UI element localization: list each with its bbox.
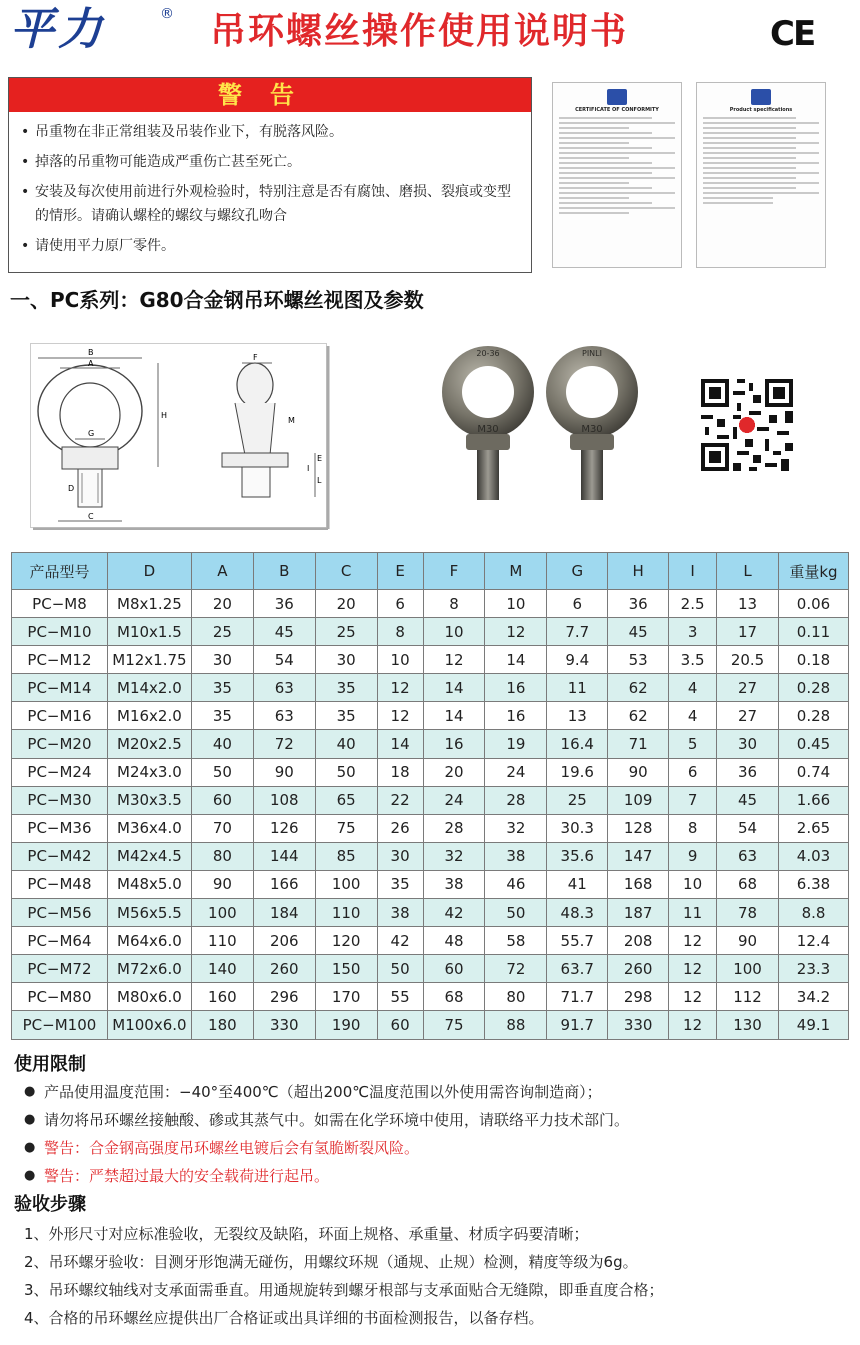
table-cell: 12 xyxy=(669,983,717,1011)
table-cell: 78 xyxy=(717,899,779,927)
table-row xyxy=(12,927,849,955)
model-cell: PC−M8 xyxy=(12,590,108,618)
table-cell: 38 xyxy=(423,870,485,898)
table-cell: 35.6 xyxy=(547,842,608,870)
brand-logo xyxy=(10,4,180,56)
table-cell: 62 xyxy=(608,674,669,702)
acceptance-list xyxy=(24,1220,664,1332)
table-header: C xyxy=(315,553,377,590)
bolt-mark-brand: PINLI xyxy=(582,349,602,358)
table-cell: 24 xyxy=(423,786,485,814)
table-cell: 35 xyxy=(315,702,377,730)
dim-label-a: A xyxy=(88,359,94,368)
document-title: 吊环螺丝操作使用说明书 xyxy=(210,11,629,52)
table-cell: 20.5 xyxy=(717,646,779,674)
table-cell: 4 xyxy=(669,702,717,730)
table-cell: 50 xyxy=(485,899,547,927)
warning-heading: 警告 xyxy=(9,78,531,112)
table-cell: 8 xyxy=(377,618,423,646)
table-cell: 208 xyxy=(608,927,669,955)
acceptance-item: 1、外形尺寸对应标准验收，无裂纹及缺陷，环面上规格、承重量、材质字码要清晰； xyxy=(24,1225,589,1243)
table-cell: M14x2.0 xyxy=(107,674,191,702)
ce-mark: CE xyxy=(770,14,815,54)
table-cell: 110 xyxy=(191,927,253,955)
certificate-of-conformity xyxy=(552,82,682,268)
table-cell: 100 xyxy=(191,899,253,927)
table-cell: 50 xyxy=(191,758,253,786)
table-cell: 18 xyxy=(377,758,423,786)
table-cell: M80x6.0 xyxy=(107,983,191,1011)
table-row xyxy=(12,870,849,898)
table-cell: 12.4 xyxy=(778,927,848,955)
warning-item: • 请使用平力原厂零件。 xyxy=(21,234,521,258)
table-cell: 12 xyxy=(669,927,717,955)
eu-seal-icon xyxy=(751,89,771,105)
table-cell: 45 xyxy=(608,618,669,646)
table-cell: 16.4 xyxy=(547,730,608,758)
table-cell: 10 xyxy=(377,646,423,674)
table-cell: M56x5.5 xyxy=(107,899,191,927)
table-cell: M8x1.25 xyxy=(107,590,191,618)
table-cell: 14 xyxy=(423,674,485,702)
acceptance-title: 验收步骤 xyxy=(14,1194,86,1215)
table-cell: 17 xyxy=(717,618,779,646)
table-row xyxy=(12,842,849,870)
table-cell: 70 xyxy=(191,814,253,842)
certificate-title: CERTIFICATE OF CONFORMITY xyxy=(575,107,659,113)
table-cell: 12 xyxy=(423,646,485,674)
table-row xyxy=(12,730,849,758)
table-cell: 30 xyxy=(191,646,253,674)
table-cell: 6 xyxy=(547,590,608,618)
table-cell: 12 xyxy=(669,1011,717,1039)
table-header: A xyxy=(191,553,253,590)
table-cell: 0.45 xyxy=(778,730,848,758)
table-header: 产品型号 xyxy=(12,553,108,590)
table-cell: 63 xyxy=(253,674,315,702)
table-cell: 90 xyxy=(253,758,315,786)
table-cell: M24x3.0 xyxy=(107,758,191,786)
table-cell: M100x6.0 xyxy=(107,1011,191,1039)
table-header: H xyxy=(608,553,669,590)
table-cell: 90 xyxy=(717,927,779,955)
table-header: D xyxy=(107,553,191,590)
warning-list xyxy=(9,112,531,258)
table-cell: 19 xyxy=(485,730,547,758)
table-cell: 27 xyxy=(717,674,779,702)
table-cell: 7 xyxy=(669,786,717,814)
bolt-mark-m30: M30 xyxy=(477,424,499,435)
table-cell: 34.2 xyxy=(778,983,848,1011)
table-cell: 187 xyxy=(608,899,669,927)
table-cell: 55.7 xyxy=(547,927,608,955)
table-cell: 23.3 xyxy=(778,955,848,983)
table-cell: 6 xyxy=(377,590,423,618)
table-cell: 24 xyxy=(485,758,547,786)
table-cell: 14 xyxy=(423,702,485,730)
table-cell: 88 xyxy=(485,1011,547,1039)
table-header: L xyxy=(717,553,779,590)
table-cell: 90 xyxy=(608,758,669,786)
table-cell: 63.7 xyxy=(547,955,608,983)
warning-item: • 吊重物在非正常组装及吊装作业下，有脱落风险。 xyxy=(21,120,521,144)
table-cell: 330 xyxy=(608,1011,669,1039)
table-cell: 25 xyxy=(191,618,253,646)
table-cell: 184 xyxy=(253,899,315,927)
eye-bolt-left xyxy=(442,346,534,500)
table-cell: 36 xyxy=(717,758,779,786)
table-cell: 40 xyxy=(191,730,253,758)
model-cell: PC−M72 xyxy=(12,955,108,983)
table-cell: 20 xyxy=(423,758,485,786)
table-cell: 7.7 xyxy=(547,618,608,646)
table-header: M xyxy=(485,553,547,590)
table-cell: 126 xyxy=(253,814,315,842)
table-cell: 32 xyxy=(423,842,485,870)
table-cell: 10 xyxy=(669,870,717,898)
table-cell: 60 xyxy=(423,955,485,983)
model-cell: PC−M64 xyxy=(12,927,108,955)
limit-item: ● 请勿将吊环螺丝接触酸、碜或其蒸气中。如需在化学环境中使用，请联络平力技术部门。 xyxy=(24,1106,629,1134)
table-cell: 53 xyxy=(608,646,669,674)
table-cell: 35 xyxy=(191,674,253,702)
table-cell: 38 xyxy=(485,842,547,870)
table-cell: 160 xyxy=(191,983,253,1011)
table-cell: 128 xyxy=(608,814,669,842)
table-cell: 206 xyxy=(253,927,315,955)
table-cell: 45 xyxy=(253,618,315,646)
table-cell: 30 xyxy=(315,646,377,674)
spec-table xyxy=(11,552,849,1040)
table-header: I xyxy=(669,553,717,590)
table-cell: 85 xyxy=(315,842,377,870)
table-cell: 6 xyxy=(669,758,717,786)
table-row xyxy=(12,758,849,786)
table-cell: 60 xyxy=(191,786,253,814)
table-cell: 16 xyxy=(485,674,547,702)
table-header: B xyxy=(253,553,315,590)
table-cell: 260 xyxy=(608,955,669,983)
table-cell: M72x6.0 xyxy=(107,955,191,983)
warning-box xyxy=(8,77,532,273)
table-cell: 100 xyxy=(717,955,779,983)
model-cell: PC−M42 xyxy=(12,842,108,870)
model-cell: PC−M20 xyxy=(12,730,108,758)
table-header: 重量kg xyxy=(778,553,848,590)
table-cell: 0.18 xyxy=(778,646,848,674)
table-cell: 35 xyxy=(191,702,253,730)
table-cell: 2.5 xyxy=(669,590,717,618)
table-cell: 58 xyxy=(485,927,547,955)
table-cell: 10 xyxy=(485,590,547,618)
table-cell: 9 xyxy=(669,842,717,870)
acceptance-item: 4、合格的吊环螺丝应提供出厂合格证或出具详细的书面检测报告，以备存档。 xyxy=(24,1309,544,1327)
model-cell: PC−M12 xyxy=(12,646,108,674)
table-cell: 11 xyxy=(547,674,608,702)
table-cell: 55 xyxy=(377,983,423,1011)
table-cell: 80 xyxy=(191,842,253,870)
table-cell: 20 xyxy=(315,590,377,618)
table-cell: 168 xyxy=(608,870,669,898)
table-cell: 22 xyxy=(377,786,423,814)
table-row xyxy=(12,702,849,730)
warning-item: • 掉落的吊重物可能造成严重伤亡甚至死亡。 xyxy=(21,150,521,174)
dim-label-b: B xyxy=(88,348,94,357)
model-cell: PC−M48 xyxy=(12,870,108,898)
table-cell: 60 xyxy=(377,1011,423,1039)
table-cell: 147 xyxy=(608,842,669,870)
table-cell: 14 xyxy=(377,730,423,758)
registered-mark: ® xyxy=(160,6,174,22)
table-cell: 30.3 xyxy=(547,814,608,842)
table-cell: 112 xyxy=(717,983,779,1011)
table-cell: 40 xyxy=(315,730,377,758)
table-cell: 28 xyxy=(485,786,547,814)
model-cell: PC−M80 xyxy=(12,983,108,1011)
table-cell: 27 xyxy=(717,702,779,730)
table-cell: 48.3 xyxy=(547,899,608,927)
certificate-product-specifications xyxy=(696,82,826,268)
table-cell: 296 xyxy=(253,983,315,1011)
table-cell: 49.1 xyxy=(778,1011,848,1039)
table-cell: 32 xyxy=(485,814,547,842)
table-cell: 42 xyxy=(377,927,423,955)
table-cell: 72 xyxy=(253,730,315,758)
dim-label-d: D xyxy=(68,484,75,493)
table-cell: 19.6 xyxy=(547,758,608,786)
table-cell: 13 xyxy=(717,590,779,618)
warning-item: • 安装及每次使用前进行外观检验时，特别注意是否有腐蚀、磨损、裂痕或变型的情形。请确认螺栓的螺纹与螺纹孔吻合 xyxy=(21,180,521,228)
table-cell: 63 xyxy=(717,842,779,870)
model-cell: PC−M56 xyxy=(12,899,108,927)
table-cell: 150 xyxy=(315,955,377,983)
model-cell: PC−M36 xyxy=(12,814,108,842)
model-cell: PC−M14 xyxy=(12,674,108,702)
table-cell: 3.5 xyxy=(669,646,717,674)
table-cell: M64x6.0 xyxy=(107,927,191,955)
table-cell: 5 xyxy=(669,730,717,758)
bolt-mark-size-range: 20-36 xyxy=(476,349,500,358)
table-cell: M48x5.0 xyxy=(107,870,191,898)
table-header: F xyxy=(423,553,485,590)
table-cell: 180 xyxy=(191,1011,253,1039)
table-cell: 54 xyxy=(253,646,315,674)
table-cell: 12 xyxy=(485,618,547,646)
limits-title: 使用限制 xyxy=(14,1054,86,1075)
table-row xyxy=(12,955,849,983)
table-cell: 26 xyxy=(377,814,423,842)
model-cell: PC−M30 xyxy=(12,786,108,814)
table-row xyxy=(12,646,849,674)
table-cell: 68 xyxy=(717,870,779,898)
table-row xyxy=(12,590,849,618)
table-row xyxy=(12,618,849,646)
table-cell: 62 xyxy=(608,702,669,730)
product-photo xyxy=(430,342,655,507)
table-cell: 35 xyxy=(377,870,423,898)
dim-label-i: I xyxy=(307,464,310,473)
acceptance-item: 3、吊环螺纹轴线对支承面需垂直。用通规旋转到螺牙根部与支承面贴合无缝隙，即垂直度合格； xyxy=(24,1281,664,1299)
table-row xyxy=(12,899,849,927)
table-cell: 0.28 xyxy=(778,674,848,702)
table-cell: 0.28 xyxy=(778,702,848,730)
limit-warning-item: ● 警告：合金钢高强度吊环螺丝电镀后会有氢脆断裂风险。 xyxy=(24,1134,629,1162)
table-cell: 3 xyxy=(669,618,717,646)
dim-label-g: G xyxy=(88,429,95,438)
limit-warning-item: ● 警告：严禁超过最大的安全载荷进行起吊。 xyxy=(24,1162,629,1190)
table-cell: M12x1.75 xyxy=(107,646,191,674)
table-cell: 190 xyxy=(315,1011,377,1039)
table-cell: 144 xyxy=(253,842,315,870)
table-cell: 71 xyxy=(608,730,669,758)
table-cell: 9.4 xyxy=(547,646,608,674)
limit-item: ● 产品使用温度范围：−40°至400℃（超出200℃温度范围以外使用需咨询制造商）； xyxy=(24,1078,629,1106)
table-cell: M36x4.0 xyxy=(107,814,191,842)
acceptance-item: 2、吊环螺牙验收：目测牙形饱满无碰伤，用螺纹环规（通规、止规）检测，精度等级为6g。 xyxy=(24,1253,638,1271)
eu-seal-icon xyxy=(607,89,627,105)
table-cell: 130 xyxy=(717,1011,779,1039)
table-cell: 12 xyxy=(377,702,423,730)
table-cell: 42 xyxy=(423,899,485,927)
table-cell: 260 xyxy=(253,955,315,983)
table-cell: 35 xyxy=(315,674,377,702)
table-cell: 75 xyxy=(423,1011,485,1039)
table-cell: 16 xyxy=(485,702,547,730)
model-cell: PC−M24 xyxy=(12,758,108,786)
table-cell: 110 xyxy=(315,899,377,927)
table-cell: 0.74 xyxy=(778,758,848,786)
dim-label-e: E xyxy=(317,454,323,463)
table-cell: 30 xyxy=(377,842,423,870)
table-cell: 68 xyxy=(423,983,485,1011)
table-cell: 65 xyxy=(315,786,377,814)
logo-text: 平力 xyxy=(10,4,106,55)
table-cell: 0.06 xyxy=(778,590,848,618)
table-cell: 16 xyxy=(423,730,485,758)
table-cell: 48 xyxy=(423,927,485,955)
table-cell: 8 xyxy=(423,590,485,618)
technical-drawing xyxy=(30,343,330,530)
table-cell: 12 xyxy=(669,955,717,983)
table-cell: 20 xyxy=(191,590,253,618)
table-cell: 13 xyxy=(547,702,608,730)
model-cell: PC−M10 xyxy=(12,618,108,646)
table-cell: 71.7 xyxy=(547,983,608,1011)
qr-code[interactable] xyxy=(697,375,797,475)
table-cell: 108 xyxy=(253,786,315,814)
model-cell: PC−M100 xyxy=(12,1011,108,1039)
table-cell: 10 xyxy=(423,618,485,646)
table-row xyxy=(12,814,849,842)
table-cell: 4 xyxy=(669,674,717,702)
limits-list xyxy=(24,1078,629,1190)
table-cell: 166 xyxy=(253,870,315,898)
table-cell: 140 xyxy=(191,955,253,983)
dim-label-m: M xyxy=(288,416,295,425)
table-cell: 46 xyxy=(485,870,547,898)
table-cell: 90 xyxy=(191,870,253,898)
table-cell: 50 xyxy=(315,758,377,786)
table-row xyxy=(12,786,849,814)
table-cell: 6.38 xyxy=(778,870,848,898)
table-cell: 63 xyxy=(253,702,315,730)
table-cell: 91.7 xyxy=(547,1011,608,1039)
table-cell: 11 xyxy=(669,899,717,927)
dim-label-f: F xyxy=(253,353,258,362)
table-cell: 109 xyxy=(608,786,669,814)
table-cell: 8 xyxy=(669,814,717,842)
table-cell: 1.66 xyxy=(778,786,848,814)
model-cell: PC−M16 xyxy=(12,702,108,730)
table-cell: 12 xyxy=(377,674,423,702)
table-cell: 72 xyxy=(485,955,547,983)
table-cell: 330 xyxy=(253,1011,315,1039)
table-cell: 80 xyxy=(485,983,547,1011)
table-header: E xyxy=(377,553,423,590)
table-cell: M10x1.5 xyxy=(107,618,191,646)
table-cell: M20x2.5 xyxy=(107,730,191,758)
table-cell: 0.11 xyxy=(778,618,848,646)
certificate-title: Product specifications xyxy=(729,107,793,113)
table-cell: 4.03 xyxy=(778,842,848,870)
table-header-row xyxy=(12,553,849,590)
table-row xyxy=(12,1011,849,1039)
table-cell: 36 xyxy=(608,590,669,618)
table-cell: 25 xyxy=(547,786,608,814)
table-cell: 28 xyxy=(423,814,485,842)
table-cell: 100 xyxy=(315,870,377,898)
table-cell: 8.8 xyxy=(778,899,848,927)
table-cell: 120 xyxy=(315,927,377,955)
table-cell: 2.65 xyxy=(778,814,848,842)
eye-bolt-right xyxy=(546,346,638,500)
table-cell: 36 xyxy=(253,590,315,618)
section-title: 一、PC系列：G80合金钢吊环螺丝视图及参数 xyxy=(10,288,424,312)
table-cell: 30 xyxy=(717,730,779,758)
table-header: G xyxy=(547,553,608,590)
table-cell: 298 xyxy=(608,983,669,1011)
dim-label-h: H xyxy=(161,411,168,420)
table-cell: 45 xyxy=(717,786,779,814)
table-cell: 38 xyxy=(377,899,423,927)
table-cell: 41 xyxy=(547,870,608,898)
table-cell: M16x2.0 xyxy=(107,702,191,730)
table-cell: M30x3.5 xyxy=(107,786,191,814)
table-cell: 50 xyxy=(377,955,423,983)
table-cell: M42x4.5 xyxy=(107,842,191,870)
bolt-mark-m30: M30 xyxy=(581,424,603,435)
table-cell: 54 xyxy=(717,814,779,842)
table-row xyxy=(12,983,849,1011)
table-cell: 25 xyxy=(315,618,377,646)
dim-label-l: L xyxy=(317,476,322,485)
table-cell: 170 xyxy=(315,983,377,1011)
table-cell: 75 xyxy=(315,814,377,842)
table-row xyxy=(12,674,849,702)
dim-label-c: C xyxy=(88,512,94,521)
table-cell: 14 xyxy=(485,646,547,674)
